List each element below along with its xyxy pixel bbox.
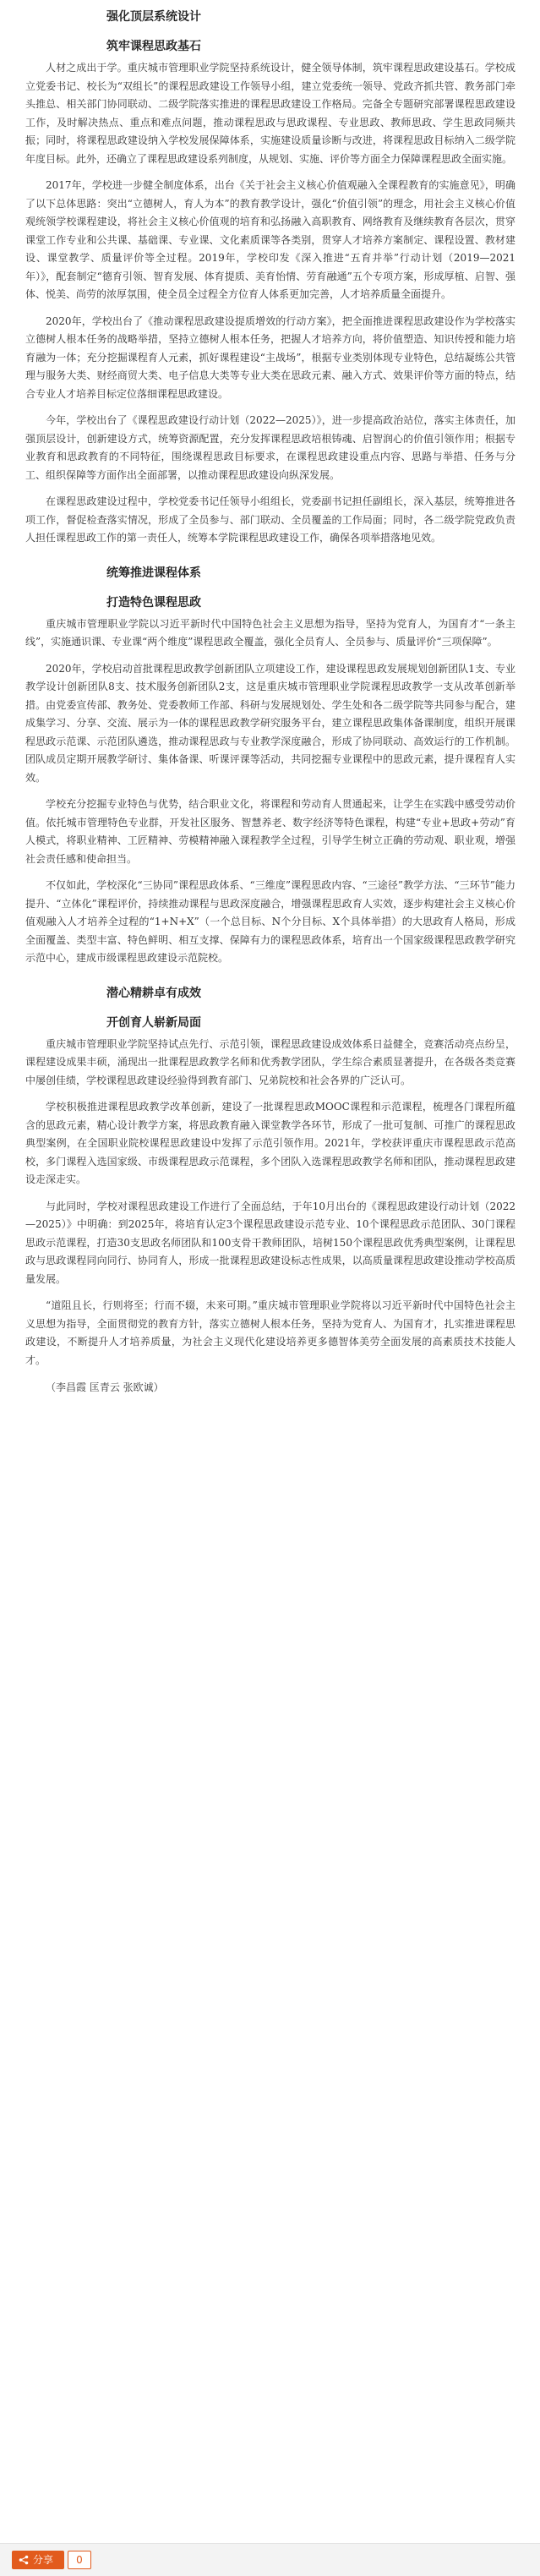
section-title: 潜心精耕卓有成效 <box>106 986 201 1000</box>
paragraph: 不仅如此，学校深化“三协同”课程思政体系、“三维度”课程思政内容、“三途径”教学方法、“三环节”能力提升、“立体化”课程评价，持续推动课程与思政深度融合，增强课程思政育人实效，逐步构建社会主义核心价值观融入人才培养全过程的“1+N+X”（一个总目标、N个分目标、X个具体举措）的大思政育人格局，形成全面覆盖、类型丰富、特色鲜明、相互支撑、保障有力的课程思政体系，培育出一个国家级课程思政教学研究示范中心，建成市级课程思政建设示范院校。 <box>25 879 515 964</box>
paragraph: 2020年，学校启动首批课程思政教学创新团队立项建设工作，建设课程思政发展规划创新团队1支、专业教学设计创新团队8支、技术服务创新团队2支，这是重庆城市管理职业学院课程思政教学一支从改革创新举措。由党委宣传部、教务处、党委教师工作部、科研与发展规划处、学生处和各二级学院等共同参与配合，建成集学习、分享、交流、展示为一体的课程思政教学研究服务平台，建立课程思政集体备课制度，组织开展课程思政示范课、示范团队遴选，推动课程思政与专业教学深度融合，形成了协同联动、高效运行的工作机制。团队成员定期开展教学研讨、集体备课、听课评课等活动，共同挖掘专业课程中的思政元素，提升课程育人实效。 <box>25 662 515 784</box>
section-title: 统筹推进课程体系 <box>106 566 201 580</box>
paragraph: 学校积极推进课程思政教学改革创新，建设了一批课程思政MOOC课程和示范课程，梳理各门课程所蕴含的思政元素，精心设计教学方案，将思政教育融入课堂教学各环节，形成了一批可复制、可推广的课程思政典型案例，在全国职业院校课程思政建设中发挥了示范引领作用。2021年，学校获评重庆市课程思政示范高校，多门课程入选国家级、市级课程思政示范课程，多个团队入选课程思政教学名师和团队，推动课程思政建设走深走实。 <box>25 1101 515 1185</box>
paragraph: 2017年，学校进一步健全制度体系，出台《关于社会主义核心价值观融入全课程教育的实施意见》，明确了以下总体思路：突出“立德树人，育人为本”的教育教学设计，强化“价值引领”的理念，用社会主义核心价值观统领学校课程建设，将社会主义核心价值观的培育和弘扬融入高职教育、网络教育及继续教育各层次，贯穿课堂工作专业和公共课、基础课、专业课、文化素质课等各类别，贯穿人才培养方案制定、课程设置、教材建设、课堂教学、质量评价等全过程。2019年，学校印发《深入推进“五育并举”行动计划（2019—2021年）》，配套制定“德育引领、智育发展、体育提质、美育怡情、劳育融通”五个专项方案，形成厚植、启智、强体、悦美、尚劳的浓厚氛围，使全员全过程全方位育人体系更加完善，人才培养质量全面提升。 <box>25 179 515 300</box>
section-top-level-design <box>25 0 515 548</box>
paragraph: 今年，学校出台了《课程思政建设行动计划（2022—2025）》，进一步提高政治站位，落实主体责任，加强顶层设计，创新建设方式，统筹资源配置，充分发挥课程思政培根铸魂、启智润心的价值引领作用；根据专业教育和思政教育的不同特征，围绕课程思政目标要求，在课程思政建设重点内容、思路与举措、任务与分工、组织保障等方面作出全面部署，以推动课程思政建设向纵深发展。 <box>25 414 515 481</box>
share-bar <box>0 2543 540 2576</box>
share-count: 0 <box>68 2551 91 2569</box>
section-achievements <box>25 976 515 1370</box>
paragraph: 在课程思政建设过程中，学校党委书记任领导小组组长，党委副书记担任副组长，深入基层，统筹推进各项工作，督促检查落实情况，形成了全员参与、部门联动、全员覆盖的工作局面；同时，各二级学院党政负责人担任课程思政工作的第一责任人，统筹本学院课程思政建设工作，确保各项举措落地见效。 <box>25 495 515 544</box>
share-label: 分享 <box>33 2554 54 2566</box>
share-button[interactable] <box>12 2551 64 2569</box>
paragraph: 2020年，学校出台了《推动课程思政建设提质增效的行动方案》，把全面推进课程思政建设作为学校落实立德树人根本任务的战略举措，坚持立德树人根本任务，把握人才培养方向，将价值塑造、知识传授和能力培育融为一体；充分挖掘课程育人元素，抓好课程建设“主战场”，根据专业类别体现专业特色，总结凝练公共管理与服务大类、财经商贸大类、电子信息大类等专业大类在思政元素、融入方式、效果评价等方面的特点，结合专业人才培养目标定位落细课程思政建设。 <box>25 314 515 400</box>
section-subtitle: 开创育人崭新局面 <box>106 1015 201 1030</box>
section-subtitle: 筑牢课程思政基石 <box>106 40 201 53</box>
paragraph: 学校充分挖掘专业特色与优势，结合职业文化，将课程和劳动育人贯通起来，让学生在实践中感受劳动价值。依托城市管理特色专业群，开发社区服务、智慧养老、数字经济等特色课程，构建“专业+思政+劳动”育人模式，将职业精神、工匠精神、劳模精神融入课程教学全过程，引导学生树立正确的劳动观、职业观，增强社会责任感和使命担当。 <box>25 798 515 865</box>
section-subtitle: 打造特色课程思政 <box>106 595 201 610</box>
paragraph: “道阻且长，行则将至；行而不辍，未来可期。”重庆城市管理职业学院将以习近平新时代中国特色社会主义思想为指导，全面贯彻党的教育方针，落实立德树人根本任务，坚持为党育人、为国育才，扎实推进课程思政建设，不断提升人才培养质量，为社会主义现代化建设培养更多德智体美劳全面发展的高素质技术技能人才。 <box>25 1299 515 1366</box>
paragraph: 与此同时，学校对课程思政建设工作进行了全面总结，于年10月出台的《课程思政建设行动计划（2022—2025）》中明确：到2025年，将培育认定3个课程思政建设示范专业、10个课程思政示范团队、30门课程思政示范课程，打造30支思政名师团队和100支骨干教师团队，培树150个课程思政优秀典型案例，让课程思政与思政课程同向同行、协同育人，形成一批课程思政建设标志性成果，以高质量课程思政建设推动学校高质量发展。 <box>25 1200 515 1285</box>
share-icon <box>19 2555 29 2565</box>
author-byline: （李昌霞 匡青云 张欧诚） <box>46 1381 164 1393</box>
section-curriculum-system <box>25 556 515 968</box>
section-title: 强化顶层系统设计 <box>106 10 201 24</box>
article-content <box>25 0 515 1397</box>
paragraph: 重庆城市管理职业学院坚持试点先行、示范引领，课程思政建设成效体系日益健全，竞赛活动亮点纷呈，课程建设成果丰硕，涌现出一批课程思政教学名师和优秀教学团队，学生综合素质显著提升，在各级各类竞赛中屡创佳绩，学校课程思政建设经验得到教育部门、兄弟院校和社会各界的广泛认可。 <box>25 1037 515 1086</box>
paragraph: 重庆城市管理职业学院以习近平新时代中国特色社会主义思想为指导，坚持为党育人，为国育才“一条主线”，实施通识课、专业课“两个维度”课程思政全覆盖，强化全员育人、全员参与、质量评价“三项保障”。 <box>25 617 515 648</box>
paragraph: 人材之成出于学。重庆城市管理职业学院坚持系统设计，健全领导体制，筑牢课程思政建设基石。学校成立党委书记、校长为“双组长”的课程思政建设工作领导小组，建立党委统一领导、党政齐抓共管、教务部门牵头推总、相关部门协同联动、二级学院落实推进的课程思政建设工作格局。完备全专题研究部署课程思政建设工作，及时解决热点、重点和难点问题，推动课程思政与思政课程、专业思政、教师思政、学生思政同频共振；同时，将课程思政建设纳入学校发展保障体系，实施建设质量诊断与改进，将课程思政目标纳入二级学院年度目标。此外，还确立了课程思政建设系列制度，从规划、实施、评价等方面全力保障课程思政全面实施。 <box>25 62 515 165</box>
